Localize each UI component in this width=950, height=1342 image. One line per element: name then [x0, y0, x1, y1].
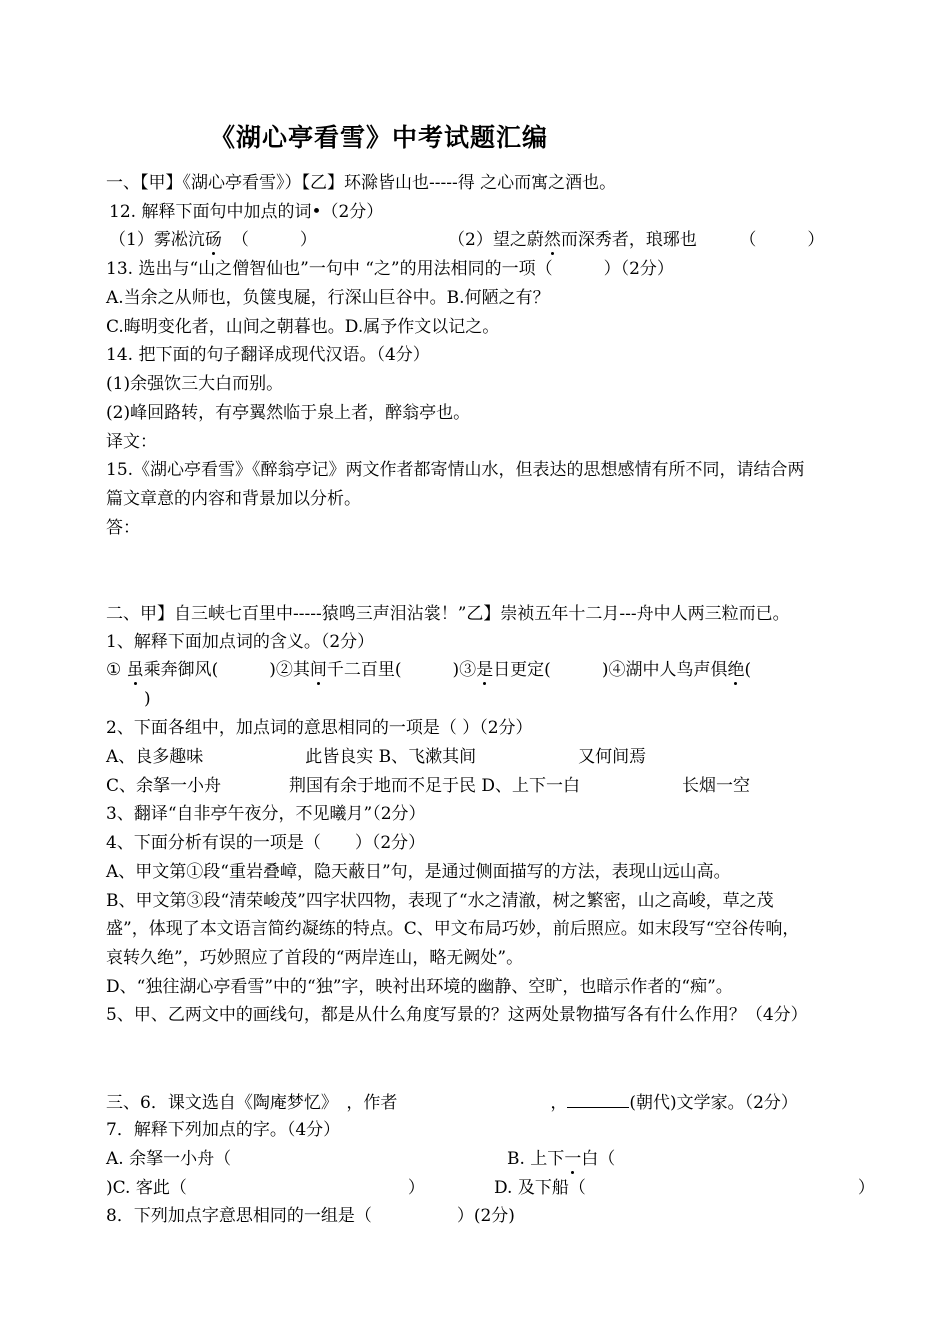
document-title: 《湖心亭看雪》中考试题汇编: [210, 123, 549, 152]
answer-blank: [567, 1091, 629, 1108]
question-2-4-option-d: D、“独往湖心亭看雪”中的“独”字，映衬出环境的幽静、空旷，也暗示作者的“痴”。: [106, 977, 733, 997]
question-13-option-ab: A.当余之从师也，负箧曳屣，行深山巨谷中。B.何陋之有？: [106, 288, 550, 308]
question-2-1: 1、解释下面加点词的含义。（2分）: [106, 632, 375, 652]
question-3-7-option-a: A. 余拏一小舟（: [106, 1149, 232, 1169]
question-2-2: 2、下面各组中，加点词的意思相同的一项是（ ）（2分）: [106, 718, 533, 738]
question-12-item-2: （2）望之蔚然而深秀者，琅琊也 （ ）: [448, 230, 825, 250]
question-3-7-option-b: B. 上下一白（: [507, 1149, 616, 1169]
question-12: 12. 解释下面句中加点的词•（2分）: [109, 202, 384, 222]
question-3-7-option-d: D. 及下船（ ）: [494, 1178, 875, 1198]
question-2-3: 3、翻译“自非亭午夜分，不见曦月”（2分）: [106, 804, 426, 824]
question-2-2-option-cd: C、余拏一小舟 荆国有余于地而不足于民 D、上下一白 长烟一空: [106, 776, 751, 796]
question-2-4-option-c-line-3: 哀转久绝”，巧妙照应了首段的“两岸连山，略无阙处”。: [106, 948, 524, 968]
question-15-line-1: 15.《湖心亭看雪》《醉翁亭记》两文作者都寄情山水，但表达的思想感情有所不同，请结合两: [106, 460, 805, 480]
question-2-2-option-ab: A、良多趣味 此皆良实 B、飞漱其间 又何间焉: [106, 747, 647, 767]
section-2-header: 二、甲】自三峡七百里中-----猿鸣三声泪沾裳！”乙】崇祯五年十二月---舟中人两三粒而已。: [106, 604, 790, 624]
question-14: 14. 把下面的句子翻译成现代汉语。（4分）: [106, 345, 430, 365]
question-2-4-option-a: A、甲文第①段“重岩叠嶂，隐天蔽日”句，是通过侧面描写的方法，表现山远山高。: [106, 862, 731, 882]
question-13-option-cd: C.晦明变化者，山间之朝暮也。D.属予作文以记之。: [106, 317, 500, 337]
dotted-character: 间: [309, 660, 327, 680]
question-2-1-close: ): [144, 689, 151, 709]
question-14-item-1: (1)余强饮三大白而别。: [106, 374, 284, 394]
question-3-7-option-c: )C. 客此（ ）: [106, 1178, 425, 1198]
question-3-7: 7．解释下列加点的字。（4分）: [106, 1120, 341, 1140]
question-14-item-2: (2)峰回路转，有亭翼然临于泉上者，醉翁亭也。: [106, 403, 471, 423]
dotted-character: 一: [564, 1149, 582, 1169]
question-15-line-2: 篇文章意的内容和背景加以分析。: [106, 489, 361, 509]
question-12-item-1: （1）雾凇沆砀 （ ）: [109, 230, 317, 250]
question-3-6: 三、6．课文选自《陶庵梦忆》 ，作者 ， (朝代)文学家。（2分）: [106, 1093, 798, 1113]
section-1-header: 一、【甲】《湖心亭看雪》）【乙】环滁皆山也-----得 之心而寓之酒也。: [106, 173, 617, 193]
question-2-4: 4、下面分析有误的一项是（ ）（2分）: [106, 833, 426, 853]
dotted-character: 然: [543, 230, 561, 250]
question-2-5: 5、甲、乙两文中的画线句，都是从什么角度写景的？这两处景物描写各有什么作用？（4分）: [106, 1005, 808, 1025]
dotted-character: 虽: [126, 660, 144, 680]
question-2-4-option-b-line-2: 盛”，体现了本文语言简约凝练的特点。C、甲文布局巧妙，前后照应。如末段写“空谷传响，: [106, 919, 800, 939]
question-2-1-items: ① 虽乘奔御风( )②其间千二百里( )③是日更定( )④湖中人鸟声俱绝(: [106, 660, 752, 680]
question-2-4-option-b-line-1: B、甲文第③段“清荣峻茂”四字状四物，表现了“水之清澈，树之繁密，山之高峻，草之茂: [106, 891, 774, 911]
question-13: 13. 选出与“山之僧智仙也”一句中 “之”的用法相同的一项（ ）（2分）: [106, 259, 674, 279]
dotted-character: 砀: [204, 230, 222, 250]
dotted-character: 绝: [727, 660, 745, 680]
answer-label: 答：: [106, 518, 140, 538]
question-3-8: 8．下列加点字意思相同的一组是（ ）(2分): [106, 1206, 515, 1226]
dotted-character: 是: [476, 660, 494, 680]
translation-label: 译文：: [106, 432, 157, 452]
